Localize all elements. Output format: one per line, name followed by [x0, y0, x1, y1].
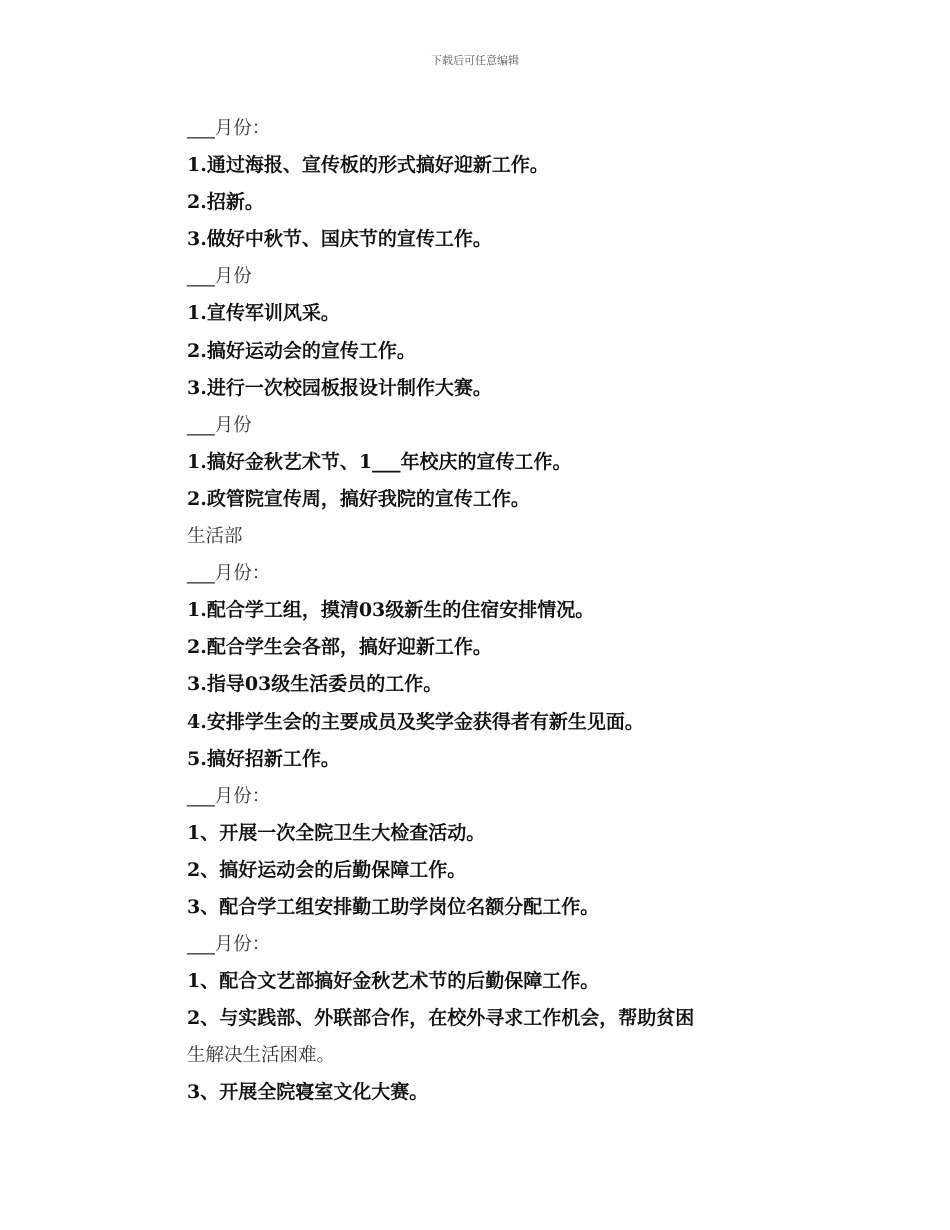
list-item: 2、搞好运动会的后勤保障工作。	[187, 858, 467, 881]
list-item: 3.指导03级生活委员的工作。	[187, 673, 443, 696]
month-heading: ___月份	[187, 266, 252, 288]
month-heading: ___月份：	[187, 118, 271, 139]
list-item: 1、开展一次全院卫生大检查活动。	[187, 821, 486, 844]
list-item: 4.安排学生会的主要成员及奖学金获得者有新生见面。	[187, 710, 644, 733]
list-item: 1.通过海报、宣传板的形式搞好迎新工作。	[187, 154, 549, 177]
list-item: 1.宣传军训风采。	[187, 302, 340, 325]
list-item: 3.做好中秋节、国庆节的宣传工作。	[187, 228, 492, 251]
section-heading: 生活部	[187, 526, 243, 548]
list-item: 3.进行一次校园板报设计制作大赛。	[187, 376, 492, 399]
list-item: 3、开展全院寝室文化大赛。	[187, 1081, 429, 1104]
list-item: 2.搞好运动会的宣传工作。	[187, 339, 416, 362]
list-item: 1.搞好金秋艺术节、1___年校庆的宣传工作。	[187, 450, 572, 473]
list-item: 2.招新。	[187, 191, 264, 214]
list-item: 2.政管院宣传周，搞好我院的宣传工作。	[187, 487, 530, 510]
page-header: 下载后可任意编辑	[431, 54, 519, 67]
list-item: 3、配合学工组安排勤工助学岗位名额分配工作。	[187, 895, 600, 918]
list-item: 5.搞好招新工作。	[187, 747, 340, 770]
list-item: 2、与实践部、外联部合作，在校外寻求工作机会，帮助贫困	[187, 1007, 695, 1030]
month-heading: ___月份：	[187, 785, 271, 807]
month-heading: ___月份：	[187, 563, 271, 585]
document-body	[187, 110, 787, 1112]
list-item: 1、配合文艺部搞好金秋艺术节的后勤保障工作。	[187, 970, 600, 993]
month-heading: ___月份：	[187, 934, 271, 956]
list-item: 1.配合学工组，摸清03级新生的住宿安排情况。	[187, 599, 595, 622]
month-heading: ___月份	[187, 414, 252, 436]
list-item-continuation: 生解决生活困难。	[187, 1045, 336, 1067]
list-item: 2.配合学生会各部，搞好迎新工作。	[187, 636, 492, 659]
